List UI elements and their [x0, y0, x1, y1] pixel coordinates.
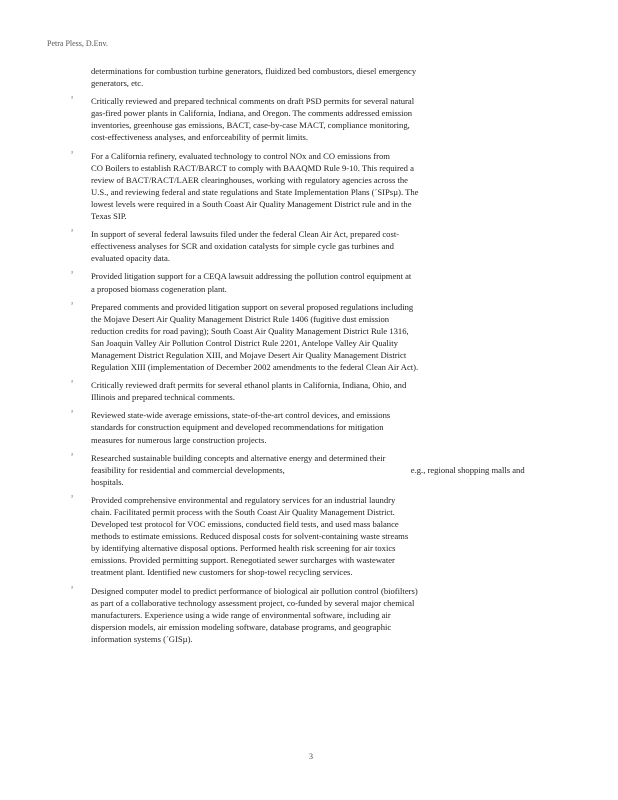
bullet-marker: ³ — [71, 494, 73, 501]
text-line: Provided litigation support for a CEQA lawsuit addressing the pollution control equipment at — [91, 271, 412, 282]
text-line: gas-fired power plants in California, Indiana, and Oregon. The comments addressed emission — [91, 108, 413, 119]
page-number: 3 — [309, 752, 313, 761]
text-line: Prepared comments and provided litigation support on several proposed regulations including — [91, 301, 414, 312]
text-line: generators, etc. — [91, 78, 144, 89]
text-line: Management District Regulation XIII, and Mojave Desert Air Quality Management District — [91, 349, 407, 360]
text-line: San Joaquin Valley Air Pollution Control District Rule 2201, Antelope Valley Air Quality — [91, 337, 398, 348]
text-line: review of BACT/RACT/LAER clearinghouses, working with regulatory agencies across the — [91, 174, 408, 185]
experience-bullet — [71, 379, 491, 403]
text-line: lowest levels were required in a South Coast Air Quality Management District rule and in the — [91, 198, 412, 209]
experience-bullet — [71, 270, 491, 294]
text-line: chain. Facilitated permit process with the South Coast Air Quality Management District. — [91, 507, 395, 517]
text-line: Reviewed state-wide average emissions, state-of-the-art control devices, and emissions — [91, 410, 391, 421]
text-line: methods to estimate emissions. Reduced disposal costs for solvent-containing waste streams — [91, 531, 409, 542]
bullet-marker: ³ — [71, 452, 73, 459]
text-line: by identifying alternative disposal options. Performed health risk screening for air toxics — [91, 543, 396, 554]
text-line: Regulation XIII (implementation of December 2002 amendments to the federal Clean Air Act). — [91, 362, 419, 373]
text-line: hospitals. — [91, 476, 124, 487]
experience-bullet — [71, 585, 491, 645]
experience-bullet — [71, 301, 491, 374]
text-line: Illinois and prepared technical comments. — [91, 392, 235, 403]
bullet-marker: ³ — [71, 271, 73, 278]
bullet-marker: ³ — [71, 96, 73, 103]
text-line: inventories, greenhouse gas emissions, BACT, case-by-case MACT, compliance monitoring, — [91, 120, 410, 131]
experience-bullet — [71, 452, 525, 488]
experience-bullet — [71, 494, 491, 579]
text-line: effectiveness analyses for SCR and oxidation catalysts for simple cycle gas turbines and — [91, 241, 394, 252]
text-line: reduction credits for road paving); South Coast Air Quality Management District Rule 1316, — [91, 325, 409, 336]
experience-bullet — [71, 409, 491, 445]
text-line: Provided comprehensive environmental and regulatory services for an industrial laundry — [91, 494, 396, 505]
text-line: Texas SIP. — [91, 211, 127, 222]
bullet-marker: ³ — [71, 301, 73, 308]
text-line: For a California refinery, evaluated technology to control NOx and CO emissions from — [91, 150, 390, 161]
text-line: dispersion models, air emission modeling software, database programs, and geographic — [91, 621, 392, 632]
text-line-split — [91, 464, 525, 476]
bullet-marker: ³ — [71, 229, 73, 236]
experience-bullet — [71, 228, 491, 264]
text-line: as part of a collaborative technology assessment project, co-funded by several major chemical — [91, 597, 415, 608]
text-line: Critically reviewed draft permits for several ethanol plants in California, Indiana, Ohio, and — [91, 380, 407, 391]
text-line: In support of several federal lawsuits filed under the federal Clean Air Act, prepared cost- — [91, 229, 400, 240]
text-line: cost-effectiveness analyses, and enforceability of permit limits. — [91, 132, 309, 143]
text-line: standards for construction equipment and developed recommendations for mitigation — [91, 422, 384, 433]
text-line: evaluated opacity data. — [91, 253, 170, 264]
text-line: CO Boilers to establish RACT/BARCT to comply with BAAQMD Rule 9-10. This required a — [91, 162, 414, 173]
text-line: manufacturers. Experience using a wide range of environmental software, including air — [91, 609, 391, 620]
text-fragment: e.g., regional shopping malls and — [410, 464, 525, 475]
text-line: a proposed biomass cogeneration plant. — [91, 283, 227, 294]
text-line: Researched sustainable building concepts and alternative energy and determined their — [91, 452, 386, 463]
experience-bullet — [71, 95, 491, 143]
text-line: determinations for combustion turbine generators, fluidized bed combustors, diesel emergency — [91, 66, 417, 76]
text-line: the Mojave Desert Air Quality Management District Rule 1406 (fugitive dust emission — [91, 313, 390, 324]
bullet-marker: ³ — [71, 410, 73, 417]
bullet-marker: ³ — [71, 585, 73, 592]
text-line: Designed computer model to predict performance of biological air pollution control (biofilters) — [91, 585, 418, 596]
text-line: U.S., and reviewing federal and state regulations and State Implementation Plans (´SIPsµ). The — [91, 186, 419, 197]
continued-paragraph — [91, 65, 491, 89]
text-line: emissions. Provided permitting support. Renegotiated sewer surcharges with wastewater — [91, 555, 395, 566]
resume-body — [71, 65, 525, 651]
text-line: treatment plant. Identified new customers for shop-towel recycling services. — [91, 567, 353, 578]
running-header: Petra Pless, D.Env. — [47, 39, 109, 48]
experience-bullet — [71, 150, 491, 223]
bullet-marker: ³ — [71, 150, 73, 157]
text-fragment: feasibility for residential and commercial developments, — [91, 464, 285, 475]
text-line: information systems (´GISµ). — [91, 633, 193, 644]
text-line: measures for numerous large construction projects. — [91, 434, 267, 445]
text-line: Developed test protocol for VOC emissions, conducted field tests, and used mass balance — [91, 519, 399, 530]
bullet-marker: ³ — [71, 380, 73, 387]
text-line: Critically reviewed and prepared technical comments on draft PSD permits for several natural — [91, 96, 415, 107]
